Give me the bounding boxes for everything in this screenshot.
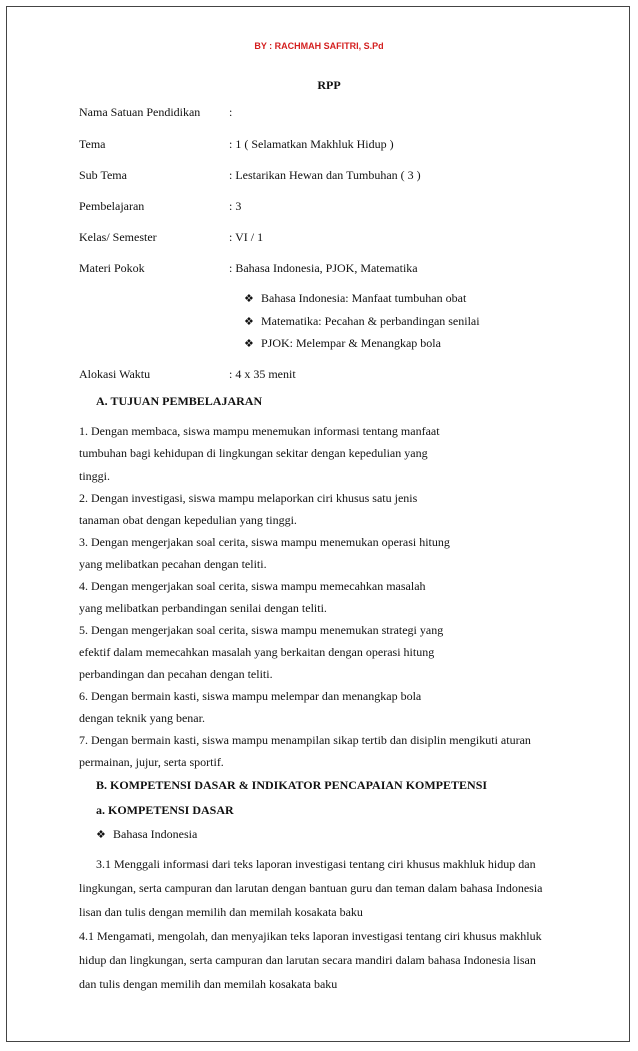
tujuan-line: yang melibatkan perbandingan senilai dengan teliti. xyxy=(79,601,327,615)
info-label-alokasi: Alokasi Waktu xyxy=(79,367,151,381)
tujuan-line: 5. Dengan mengerjakan soal cerita, siswa mampu menemukan strategi yang xyxy=(79,623,444,637)
kd-bullet-item: ❖ Bahasa Indonesia xyxy=(96,827,198,841)
materi-bullet-item: ❖ Bahasa Indonesia: Manfaat tumbuhan obat xyxy=(244,291,467,305)
tujuan-line: permainan, jujur, serta sportif. xyxy=(79,755,224,769)
kd-line: lisan dan tulis dengan memilih dan memilah kosakata baku xyxy=(79,905,363,919)
section-heading-kompetensi: B. KOMPETENSI DASAR & INDIKATOR PENCAPAIAN KOMPETENSI xyxy=(96,778,488,792)
tujuan-line: tinggi. xyxy=(79,469,111,483)
author-header: BY : RACHMAH SAFITRI, S.Pd xyxy=(254,41,384,51)
kd-line: lingkungan, serta campuran dan larutan dengan bantuan guru dan teman dalam bahasa Indonesia xyxy=(79,881,543,895)
info-value-tema: : 1 ( Selamatkan Makhluk Hidup ) xyxy=(229,137,394,151)
diamond-bullet-icon: ❖ xyxy=(244,338,254,350)
info-value-materi: : Bahasa Indonesia, PJOK, Matematika xyxy=(229,261,418,275)
tujuan-line: perbandingan dan pecahan dengan teliti. xyxy=(79,667,273,681)
diamond-bullet-icon: ❖ xyxy=(96,829,106,841)
kd-line: 4.1 Mengamati, mengolah, dan menyajikan teks laporan investigasi tentang ciri khusus makhluk xyxy=(79,929,542,943)
info-value-satuan: : xyxy=(229,105,233,119)
tujuan-line: yang melibatkan pecahan dengan teliti. xyxy=(79,557,267,571)
tujuan-line: efektif dalam memecahkan masalah yang berkaitan dengan operasi hitung xyxy=(79,645,435,659)
kd-line: hidup dan lingkungan, serta campuran dan larutan secara mandiri dalam bahasa Indonesia lisan xyxy=(79,953,536,967)
tujuan-line: tumbuhan bagi kehidupan di lingkungan sekitar dengan kepedulian yang xyxy=(79,446,428,460)
materi-bullet-item: ❖ Matematika: Pecahan & perbandingan senilai xyxy=(244,314,480,328)
diamond-bullet-icon: ❖ xyxy=(244,316,254,328)
subsection-heading-kd: a. KOMPETENSI DASAR xyxy=(96,803,234,817)
tujuan-line: 3. Dengan mengerjakan soal cerita, siswa mampu menemukan operasi hitung xyxy=(79,535,450,549)
info-label-tema: Tema xyxy=(79,137,106,151)
info-value-alokasi: : 4 x 35 menit xyxy=(229,367,296,381)
info-value-pembelajaran: : 3 xyxy=(229,199,242,213)
document-title: RPP xyxy=(317,78,341,92)
section-heading-tujuan: A. TUJUAN PEMBELAJARAN xyxy=(96,394,263,408)
diamond-bullet-icon: ❖ xyxy=(244,293,254,305)
tujuan-line: 4. Dengan mengerjakan soal cerita, siswa mampu memecahkan masalah xyxy=(79,579,426,593)
kd-line: 3.1 Menggali informasi dari teks laporan investigasi tentang ciri khusus makhluk hidup dan xyxy=(96,857,536,871)
tujuan-line: 6. Dengan bermain kasti, siswa mampu melempar dan menangkap bola xyxy=(79,689,422,703)
info-label-satuan: Nama Satuan Pendidikan xyxy=(79,105,201,119)
info-value-subtema: : Lestarikan Hewan dan Tumbuhan ( 3 ) xyxy=(229,168,421,182)
info-label-subtema: Sub Tema xyxy=(79,168,127,182)
kd-line: dan tulis dengan memilih dan memilah kosakata baku xyxy=(79,977,338,991)
tujuan-line: dengan teknik yang benar. xyxy=(79,711,205,725)
info-label-materi: Materi Pokok xyxy=(79,261,145,275)
info-value-kelas: : VI / 1 xyxy=(229,230,264,244)
info-label-kelas: Kelas/ Semester xyxy=(79,230,157,244)
materi-bullet-item: ❖ PJOK: Melempar & Menangkap bola xyxy=(244,336,441,350)
tujuan-line: 2. Dengan investigasi, siswa mampu melaporkan ciri khusus satu jenis xyxy=(79,491,418,505)
tujuan-line: 1. Dengan membaca, siswa mampu menemukan informasi tentang manfaat xyxy=(79,424,440,438)
tujuan-line: tanaman obat dengan kepedulian yang tinggi. xyxy=(79,513,297,527)
info-label-pembelajaran: Pembelajaran xyxy=(79,199,145,213)
tujuan-line: 7. Dengan bermain kasti, siswa mampu menampilan sikap tertib dan disiplin mengikuti aturan xyxy=(79,733,531,747)
